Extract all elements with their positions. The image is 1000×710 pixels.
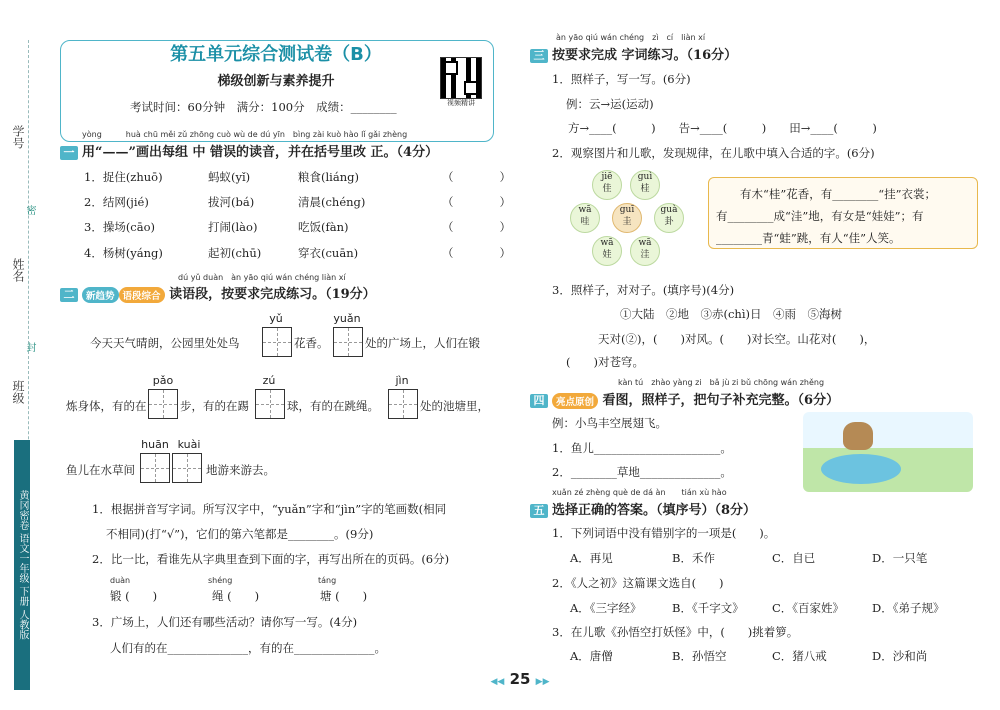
section3-pinyin: àn yāo qiú wán chéng zì cí liàn xí — [556, 33, 706, 42]
petal: wā 哇 — [570, 203, 600, 233]
seal-mark: 封 — [24, 342, 35, 352]
section5-pinyin: xuǎn zé zhèng què de dá àn tián xù hào — [552, 488, 727, 497]
s3-q3: 3．照样子，对对子。(填序号)(4分) — [552, 283, 735, 297]
binding-margin — [0, 0, 40, 710]
pinyin-jin: jìn — [395, 374, 409, 387]
book-title-bar: 黄冈密卷 语文一年级 下册 人教版 — [14, 440, 30, 690]
petal: jiē 佳 — [592, 170, 622, 200]
section5-title: 五 选择正确的答案。（填序号）（8分） — [530, 499, 756, 518]
student-id-label: 学号 — [11, 125, 25, 149]
section2-pinyin: dú yǔ duàn àn yāo qiú wán chéng liàn xí — [178, 273, 346, 282]
s2-q2-char-3: 塘 ( ) — [320, 589, 368, 603]
pond-shape — [821, 454, 901, 484]
s5-q1-opt-c[interactable]: C．自已 — [772, 551, 816, 565]
write-box-yuan[interactable] — [333, 327, 363, 357]
s3-q1: 1．照样子，写一写。(6分) — [552, 72, 691, 86]
passage-line-1b: 花香。 — [294, 336, 329, 350]
class-label: 班级 — [11, 380, 25, 404]
passage-line-2b: 步，有的在踢 — [180, 399, 249, 413]
pinyin-pao: pǎo — [152, 374, 174, 387]
section-number: 二 — [60, 288, 78, 302]
rhyme-line-2[interactable]: 有________成“洼”地，有女是“娃娃”；有 — [716, 209, 924, 223]
s5-q2-opt-c[interactable]: C．《百家姓》 — [772, 601, 845, 615]
s3-q1-row[interactable]: 方→____( ) 告→____( ) 田→____( ) — [568, 121, 877, 135]
petal: guà 卦 — [654, 203, 684, 233]
passage-line-2c: 球，有的在跳绳。 — [287, 399, 379, 413]
s2-q2-py-3: táng — [318, 576, 337, 585]
s5-q1-opt-d[interactable]: D．一只笔 — [872, 551, 928, 565]
s3-q3-line-b[interactable]: ( )对苍穹。 — [566, 355, 644, 369]
s2-q1-line-a: 1．根据拼音写字词。所写汉字中，“yuǎn”字和“jìn”字的笔画数(相同 — [92, 502, 447, 516]
s4-answer-2[interactable]: 2．________草地______________。 — [552, 465, 732, 479]
s5-q1-opt-b[interactable]: B．禾作 — [672, 551, 715, 565]
rhyme-line-1[interactable]: 有木“桂”花香，有________“挂”衣裳； — [740, 187, 937, 201]
passage-line-3a: 鱼儿在水草间 — [66, 463, 135, 477]
section-number: 一 — [60, 146, 78, 160]
pinyin-huan: huān — [141, 438, 169, 451]
trend-tag: 新趋势 — [82, 287, 119, 303]
write-box-kuai[interactable] — [172, 453, 202, 483]
pinyin-zu: zú — [262, 374, 276, 387]
petal: guì 桂 — [630, 170, 660, 200]
type-tag: 语段综合 — [119, 287, 165, 303]
passage-line-2a: 炼身体，有的在 — [66, 399, 147, 413]
s5-q3: 3．在儿歌《孙悟空打妖怪》中，( )挑着箩。 — [552, 625, 799, 639]
s5-q2-opt-a[interactable]: A．《三字经》 — [570, 601, 642, 615]
write-box-pao[interactable] — [148, 389, 178, 419]
s5-q3-opt-d[interactable]: D．沙和尚 — [872, 649, 928, 663]
section2-title: 二 新趋势 语段综合 读语段，按要求完成练习。（19分） — [60, 283, 376, 303]
name-label: 姓名 — [11, 258, 25, 282]
exam-info: 考试时间：60分钟 满分：100分 成绩：________ — [130, 100, 397, 114]
s2-q2-char-1: 锻 ( ) — [110, 589, 158, 603]
s2-q3-answer[interactable]: 人们有的在______________，有的在______________。 — [110, 641, 386, 655]
character-flower — [568, 170, 688, 265]
s4-answer-1[interactable]: 1．鱼儿______________________。 — [552, 441, 732, 455]
section4-pinyin: kàn tú zhào yàng zi bǎ jù zi bǔ chōng wán zhěng — [618, 378, 825, 387]
pinyin-yu: yǔ — [269, 312, 283, 325]
s3-q2: 2．观察图片和儿歌，发现规律，在儿歌中填入合适的字。(6分) — [552, 146, 875, 160]
section-number: 五 — [530, 504, 548, 518]
qr-caption: 视频精讲 — [447, 99, 475, 107]
s2-q2-py-2: shéng — [208, 576, 233, 585]
s2-q2-char-2: 绳 ( ) — [212, 589, 260, 603]
passage-line-1a: 今天天气晴朗，公园里处处鸟 — [90, 336, 240, 350]
write-box-huan[interactable] — [140, 453, 170, 483]
exam-subtitle: 梯级创新与素养提升 — [217, 74, 335, 89]
s2-q2: 2．比一比，看谁先从字典里查到下面的字，再写出所在的页码。(6分) — [92, 552, 450, 566]
s5-q3-opt-a[interactable]: A．唐僧 — [570, 649, 613, 663]
write-box-zu[interactable] — [255, 389, 285, 419]
s5-q2: 2．《人之初》这篇课文选自( ) — [552, 576, 724, 590]
section1-title: 一 用“——”画出每组 中 错误的读音，并在括号里改 正。（4分） — [60, 141, 438, 160]
section-number: 三 — [530, 49, 548, 63]
section4-title: 四 亮点原创 看图，照样子，把句子补充完整。（6分） — [530, 389, 839, 409]
pinyin-yuan: yuǎn — [333, 312, 361, 325]
s2-q1-line-b: 不相同)(打“√”)，它们的第六笔都是________。(9分) — [106, 527, 374, 541]
rhyme-line-3[interactable]: ________青“蛙”跳，有人“佳”人笑。 — [716, 231, 901, 245]
pond-illustration — [803, 412, 973, 492]
write-box-yu[interactable] — [262, 327, 292, 357]
right-arrow-icon: ▶▶ — [535, 677, 550, 687]
page-number: ◀◀ 25 ▶▶ — [490, 670, 550, 688]
write-box-jin[interactable] — [388, 389, 418, 419]
s3-q1-example: 例：云→运(运动) — [566, 97, 654, 111]
s2-q2-py-1: duàn — [110, 576, 131, 585]
petal: wā 娃 — [592, 236, 622, 266]
s5-q2-opt-d[interactable]: D．《弟子规》 — [872, 601, 945, 615]
seal-mark: 密 — [24, 205, 35, 215]
left-arrow-icon: ◀◀ — [490, 677, 505, 687]
s4-example: 例：小鸟丰空展翅飞。 — [552, 416, 667, 430]
petal: wā 洼 — [630, 236, 660, 266]
s2-q3: 3．广场上，人们还有哪些活动？请你写一写。(4分) — [92, 615, 358, 629]
passage-line-3b: 地游来游去。 — [206, 463, 275, 477]
s5-q1-opt-a[interactable]: A．再见 — [570, 551, 613, 565]
petal-center: guī 圭 — [612, 203, 642, 233]
section-number: 四 — [530, 394, 548, 408]
section3-title: 三 按要求完成 字词练习。（16分） — [530, 44, 737, 63]
animal-shape — [843, 422, 873, 450]
s3-q3-line-a[interactable]: 天对(②)，( )对风。( )对长空。山花对( )， — [598, 332, 876, 346]
s5-q3-opt-c[interactable]: C．猪八戒 — [772, 649, 827, 663]
pinyin-kuai: kuài — [177, 438, 201, 451]
s5-q2-opt-b[interactable]: B．《千字文》 — [672, 601, 744, 615]
passage-line-2d: 处的池塘里， — [420, 399, 489, 413]
qr-code-icon[interactable] — [440, 57, 482, 99]
passage-line-1c: 处的广场上，人们在锻 — [365, 336, 480, 350]
s5-q1: 1．下列词语中没有错别字的一项是( )。 — [552, 526, 776, 540]
exam-title: 第五单元综合测试卷（B） — [170, 44, 382, 65]
s3-q3-options: ①大陆 ②地 ③赤(chì)日 ④雨 ⑤海树 — [620, 307, 842, 321]
original-tag: 亮点原创 — [552, 393, 598, 409]
s5-q3-opt-b[interactable]: B．孙悟空 — [672, 649, 727, 663]
section1-pinyin: yòng huà chū měi zǔ zhōng cuò wù de dú yīn bìng zài kuò hào lǐ gǎi zhèng — [82, 130, 408, 139]
